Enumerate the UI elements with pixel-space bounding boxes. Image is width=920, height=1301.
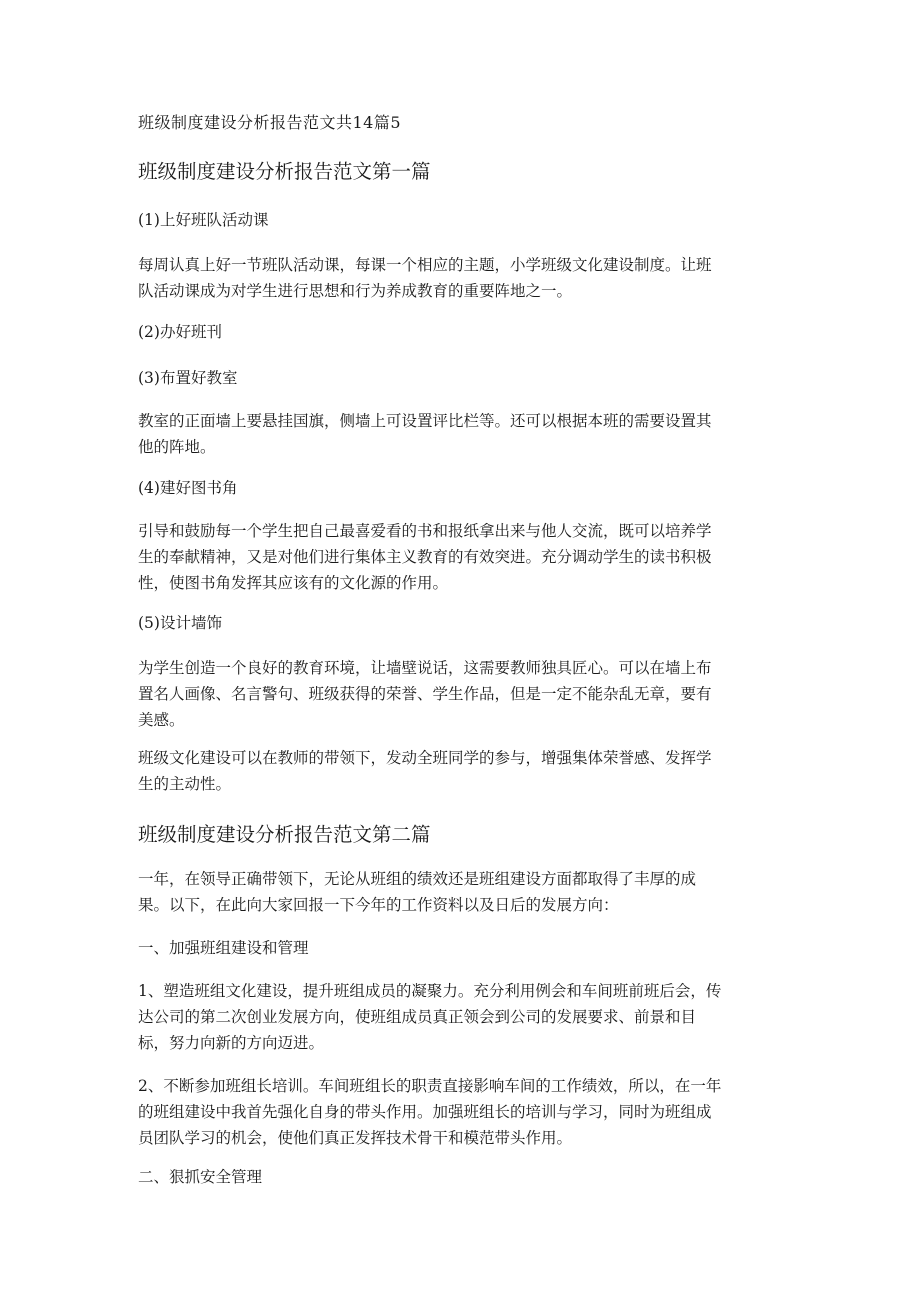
point2-paragraph xyxy=(138,1073,778,1151)
section2-intro xyxy=(138,866,778,918)
item4-paragraph xyxy=(138,518,778,596)
paragraph-line: 队活动课成为对学生进行思想和行为养成教育的重要阵地之一。 xyxy=(138,282,573,300)
paragraph-line: 员团队学习的机会，使他们真正发挥技术骨干和模范带头作用。 xyxy=(138,1129,573,1147)
paragraph-line: 教室的正面墙上要悬挂国旗，侧墙上可设置评比栏等。还可以根据本班的需要设置其 xyxy=(138,412,712,430)
item4-title: (4)建好图书角 xyxy=(138,479,238,497)
item3-paragraph xyxy=(138,408,778,460)
paragraph-line: 一年，在领导正确带领下，无论从班组的绩效还是班组建设方面都取得了丰厚的成 xyxy=(138,870,697,888)
item1-paragraph xyxy=(138,252,778,304)
paragraph-line: 达公司的第二次创业发展方向，使班组成员真正领会到公司的发展要求、前景和目 xyxy=(138,1008,697,1026)
item5-paragraph xyxy=(138,655,778,733)
paragraph-line: 果。以下，在此向大家回报一下今年的工作资料以及日后的发展方向： xyxy=(138,896,619,914)
point1-paragraph xyxy=(138,978,778,1056)
item5-title: (5)设计墙饰 xyxy=(138,614,222,632)
paragraph-line: 置名人画像、名言警句、班级获得的荣誉、学生作品，但是一定不能杂乱无章，要有 xyxy=(138,685,712,703)
part2-title: 二、狠抓安全管理 xyxy=(138,1168,263,1186)
paragraph-line: 美感。 xyxy=(138,711,185,729)
paragraph-line: 为学生创造一个良好的教育环境，让墙壁说话，这需要教师独具匠心。可以在墙上布 xyxy=(138,659,712,677)
paragraph-line: 生的主动性。 xyxy=(138,775,232,793)
paragraph-line: 生的奉献精神，又是对他们进行集体主义教育的有效突进。充分调动学生的读书积极 xyxy=(138,548,712,566)
item1-title: (1)上好班队活动课 xyxy=(138,211,269,229)
paragraph-line: 他的阵地。 xyxy=(138,438,216,456)
part1-title: 一、加强班组建设和管理 xyxy=(138,939,309,957)
document-title: 班级制度建设分析报告范文共14篇5 xyxy=(138,113,402,132)
paragraph-line: 标，努力向新的方向迈进。 xyxy=(138,1034,325,1052)
paragraph-line: 1、塑造班组文化建设，提升班组成员的凝聚力。充分利用例会和车间班前班后会，传 xyxy=(138,982,722,1000)
section2-heading: 班级制度建设分析报告范文第二篇 xyxy=(138,823,431,846)
item2-title: (2)办好班刊 xyxy=(138,323,222,341)
paragraph-line: 性，使图书角发挥其应该有的文化源的作用。 xyxy=(138,574,449,592)
section1-heading: 班级制度建设分析报告范文第一篇 xyxy=(138,160,431,183)
closing-paragraph xyxy=(138,745,778,797)
paragraph-line: 的班组建设中我首先强化自身的带头作用。加强班组长的培训与学习，同时为班组成 xyxy=(138,1103,712,1121)
paragraph-line: 班级文化建设可以在教师的带领下，发动全班同学的参与，增强集体荣誉感、发挥学 xyxy=(138,749,712,767)
item3-title: (3)布置好教室 xyxy=(138,369,238,387)
paragraph-line: 2、不断参加班组长培训。车间班组长的职责直接影响车间的工作绩效，所以，在一年 xyxy=(138,1077,722,1095)
paragraph-line: 每周认真上好一节班队活动课，每课一个相应的主题，小学班级文化建设制度。让班 xyxy=(138,256,712,274)
paragraph-line: 引导和鼓励每一个学生把自己最喜爱看的书和报纸拿出来与他人交流，既可以培养学 xyxy=(138,522,712,540)
